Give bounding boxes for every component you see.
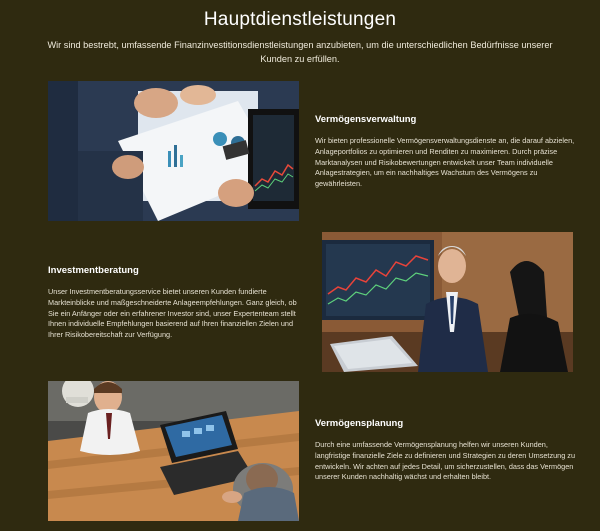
- service-title: Investmentberatung: [48, 265, 139, 276]
- service-title: Vermögensplanung: [315, 418, 404, 429]
- service-description: Durch eine umfassende Vermögensplanung helfen wir unseren Kunden, langfristige finanzielle Ziele zu definieren und Strategien zu deren Umsetzung zu entwickeln. Wir achten auf jedes Detail, um sicherzustellen, dass das Vermögen unserer Kunden nachhaltig wächst und erhalten bleibt.: [315, 440, 576, 482]
- service-title: Vermögensverwaltung: [315, 114, 417, 125]
- service-image-planning: [48, 381, 299, 521]
- intro-text: Wir sind bestrebt, umfassende Finanzinvestitionsdienstleistungen anzubieten, um die unterschiedlichen Bedürfnisse unserer Kunden zu erfüllen.: [47, 40, 553, 64]
- service-image-team-analysis: [48, 81, 299, 221]
- page-title: Hauptdienstleistungen: [203, 9, 397, 30]
- service-description: Wir bieten professionelle Vermögensverwaltungsdienste an, die darauf abzielen, Anlageportfolios zu optimieren und Renditen zu maximieren. Durch präzise Marktanalysen und Risikobewertungen entwickelt unser Team individuelle Anlagestrategien, um ein nachhaltiges Wachstum des Vermögens zu gewährleisten.: [315, 136, 575, 189]
- service-description: Unser Investmentberatungsservice bietet unseren Kunden fundierte Markteinblicke und maßgeschneiderte Anlageempfehlungen. Ganz gleich, ob Sie ein Anfänger oder ein erfahrener Investor sind, unser Expertenteam stellt Ihnen individuelle Empfehlungen basierend auf Ihren finanziellen Zielen und Ihrer Risikobereitschaft zur Verfügung.: [48, 287, 297, 340]
- service-image-consultation: [322, 232, 573, 372]
